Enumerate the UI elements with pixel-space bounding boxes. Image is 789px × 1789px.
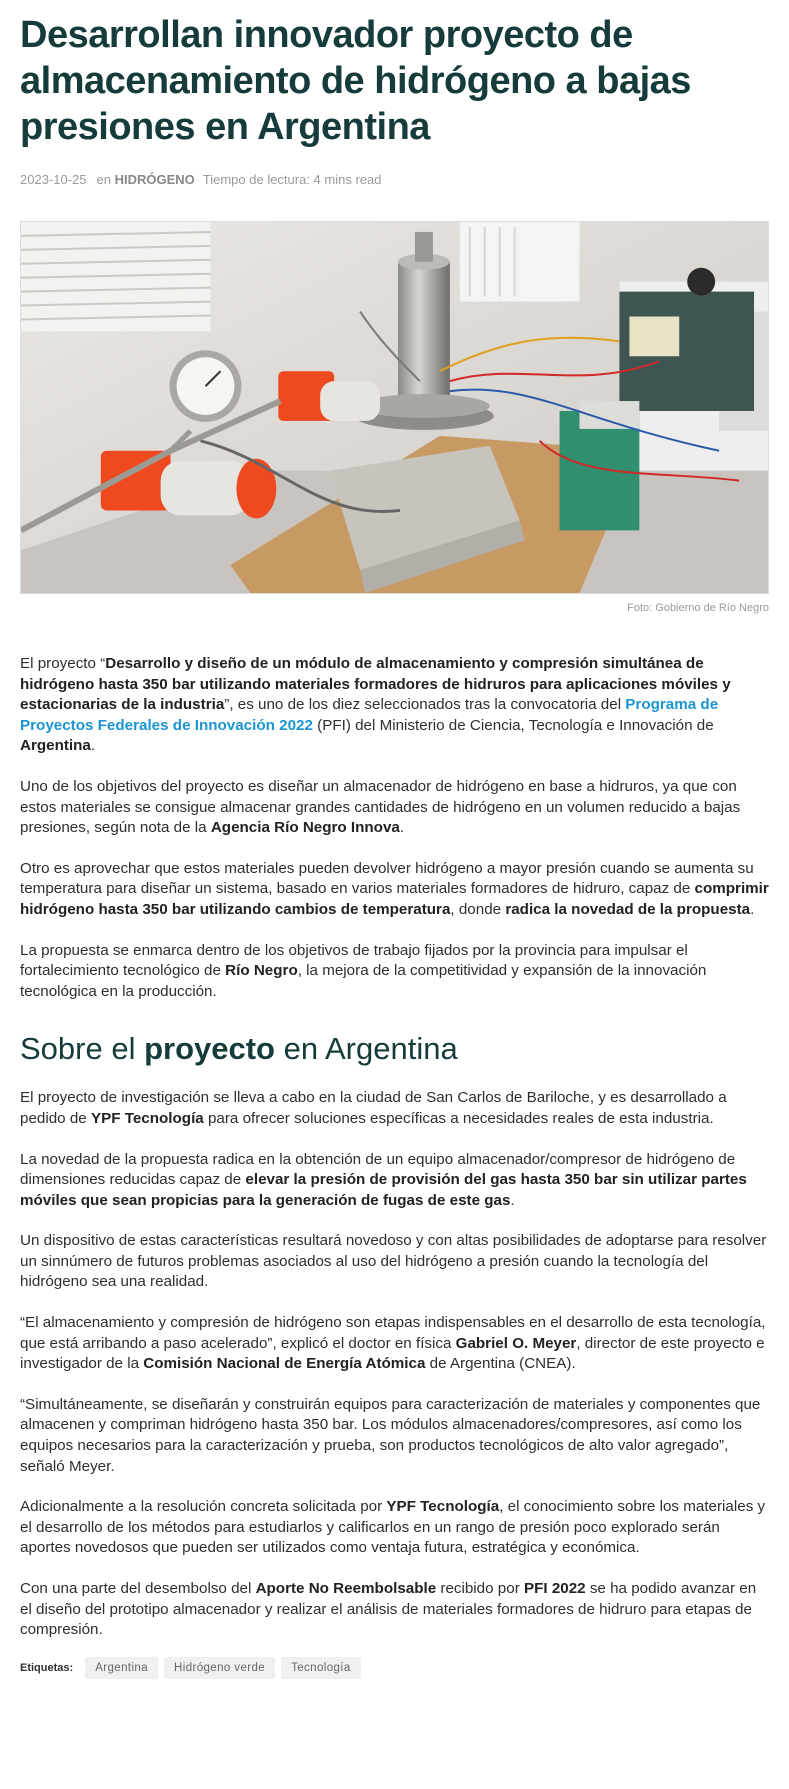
tags-row xyxy=(20,1657,769,1679)
tags-label: Etiquetas: xyxy=(20,1661,74,1674)
paragraph-5: El proyecto de investigación se lleva a cabo en la ciudad de San Carlos de Bariloche, y es desarrollado a pedido de YPF Tecnología para ofrecer soluciones específicas a necesidades reales de esta industria. xyxy=(20,1089,727,1127)
paragraph-6: La novedad de la propuesta radica en la obtención de un equipo almacenador/compresor de hidrógeno de dimensiones reducidas capaz de elevar la presión de provisión del gas hasta 350 bar sin utilizar partes móviles que sean propicias para la generación de fugas de este gas. xyxy=(20,1150,747,1209)
paragraph-9: “Simultáneamente, se diseñarán y construirán equipos para caracterización de materiales y componentes que almacenen y compriman hidrógeno hasta 350 bar. Los módulos almacenadores/compresores, así como los equipos necesarios para la caracterización y prueba, son productos tecnológicos de alto valor agregado”, señaló Meyer. xyxy=(20,1395,761,1475)
tag-tecnologia[interactable]: Tecnología xyxy=(281,1657,361,1679)
paragraph-7: Un dispositivo de estas características resultará novedoso y con altas posibilidades de adoptarse para resolver un sinnúmero de futuros problemas asociados al uso del hidrógeno a presión cuando la tecnología del hidrógeno sea una realidad. xyxy=(20,1232,767,1291)
tag-hidrogeno-verde[interactable]: Hidrógeno verde xyxy=(164,1657,275,1679)
paragraph-11: Con una parte del desembolso del Aporte No Reembolsable recibido por PFI 2022 se ha podido avanzar en el diseño del prototipo almacenador y realizar el análisis de materiales formadores de hidruro para etapas de compresión. xyxy=(20,1580,757,1639)
paragraph-2: Uno de los objetivos del proyecto es diseñar un almacenador de hidrógeno en base a hidruros, ya que con estos materiales se consigue almacenar grandes cantidades de hidrógeno en un volumen reducido a bajas presiones, según nota de la Agencia Río Negro Innova. xyxy=(20,777,741,837)
paragraph-4: La propuesta se enmarca dentro de los objetivos de trabajo fijados por la provincia para impulsar el fortalecimiento tecnológico de Río Negro, la mejora de la competitividad y expansión de la innovación tecnológica en la producción. xyxy=(20,941,707,1000)
section-heading: Sobre el proyecto en Argentina xyxy=(20,1031,458,1067)
window-blind xyxy=(21,222,210,331)
tag-argentina[interactable]: Argentina xyxy=(85,1657,158,1679)
featured-figure xyxy=(20,221,769,614)
read-time: Tiempo de lectura: 4 mins read xyxy=(202,172,382,187)
paragraph-3: Otro es aprovechar que estos materiales pueden devolver hidrógeno a mayor presión cuando se aumenta su temperatura para diseñar un sistema, basado en varios materiales formadores de hidruro, capaz de comprimir hidrógeno hasta 350 bar utilizando cambios de temperatura, donde radica la novedad de la propuesta. xyxy=(20,859,769,918)
pfi-program-link[interactable]: Programa de Proyectos Federales de Innovación 2022 xyxy=(20,696,719,734)
in-label: en xyxy=(96,172,111,187)
article-meta xyxy=(20,172,769,187)
paragraph-8: “El almacenamiento y compresión de hidrógeno son etapas indispensables en el desarrollo de esta tecnología, que está arribando a paso acelerado”, explicó el doctor en física Gabriel O. Meyer, director de este proyecto e investigador de la Comisión Nacional de Energía Atómica de Argentina (CNEA). xyxy=(20,1314,766,1373)
category-link[interactable]: HIDRÓGENO xyxy=(114,172,195,187)
publish-date: 2023-10-25 xyxy=(20,172,87,187)
article-title: Desarrollan innovador proyecto de almacenamiento de hidrógeno a bajas presiones en Argentina xyxy=(20,14,691,148)
photo-caption: Foto: Gobierno de Río Negro xyxy=(627,602,769,614)
paragraph-1: El proyecto “Desarrollo y diseño de un módulo de almacenamiento y compresión simultánea de hidrógeno hasta 350 bar utilizando materiales formadores de hidruros para aplicaciones móviles y estacionarias de la industria”, es uno de los diez seleccionados tras la convocatoria del Programa de Proyectos Federales de Innovación 2022 (PFI) del Ministerio de Ciencia, Tecnología e Innovación de Argentina. xyxy=(20,655,731,755)
featured-photo xyxy=(20,221,769,594)
category-prefix xyxy=(97,172,195,187)
paragraph-10: Adicionalmente a la resolución concreta solicitada por YPF Tecnología, el conocimiento sobre los materiales y el desarrollo de los métodos para estudiarlos y calificarlos en un rango de presión poco explorado serán aportes novedosos que pueden ser utilizados como ventaja futura, estratégica y económica. xyxy=(20,1498,766,1557)
